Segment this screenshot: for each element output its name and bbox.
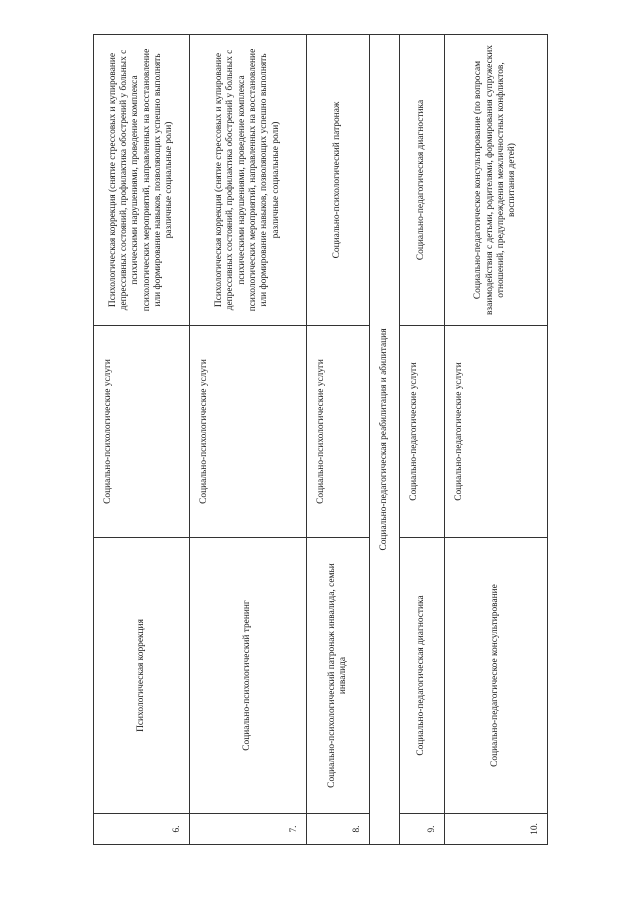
- row-name: Социально-психологический тренинг: [190, 538, 307, 814]
- row-name: Социально-психологический патронаж инвалида, семьи инвалида: [307, 538, 370, 814]
- row-number: 9.: [400, 814, 445, 845]
- row-description: Социально-педагогическая диагностика: [400, 35, 445, 326]
- row-number: 6.: [94, 814, 190, 845]
- row-name: Социально-педагогическое консультирование: [445, 538, 548, 814]
- section-row: [370, 35, 400, 845]
- table-row: [307, 35, 370, 845]
- row-service-type: Социально-психологические услуги: [190, 326, 307, 538]
- row-name: Социально-педагогическая диагностика: [400, 538, 445, 814]
- table-row: [94, 35, 190, 845]
- row-service-type: Социально-психологические услуги: [307, 326, 370, 538]
- services-table: [93, 34, 548, 845]
- table-row: [400, 35, 445, 845]
- row-number: 7.: [190, 814, 307, 845]
- row-description: Социально-психологический патронаж: [307, 35, 370, 326]
- row-description: Психологическая коррекция (снятие стрессовых и купирование депрессивных состояний, профилактика обострений у больных с психическими нарушениями, проведение комплекса психологических мероприятий, направленных на восстановление или формирование навыков, позволяющих успешно выполнять различные социальные роли): [94, 35, 190, 326]
- table-row: [445, 35, 548, 845]
- row-number: 8.: [307, 814, 370, 845]
- section-title: Социально-педагогическая реабилитация и абилитация: [370, 35, 400, 845]
- row-service-type: Социально-педагогические услуги: [445, 326, 548, 538]
- row-description: Психологическая коррекция (снятие стрессовых и купирование депрессивных состояний, профилактика обострений у больных с психическими нарушениями, проведение комплекса психологических мероприятий, направленных на восстановление или формирование навыков, позволяющих успешно выполнять различные социальные роли): [190, 35, 307, 326]
- row-number: 10.: [445, 814, 548, 845]
- rotated-table-container: [93, 35, 547, 845]
- table-row: [190, 35, 307, 845]
- row-service-type: Социально-психологические услуги: [94, 326, 190, 538]
- row-name: Психологическая коррекция: [94, 538, 190, 814]
- row-description: Социально-педагогическое консультирование (по вопросам взаимодействия с детьми, родителями, формирования супружеских отношений, предупреждения межличностных конфликтов, воспитания детей): [445, 35, 548, 326]
- row-service-type: Социально-педагогические услуги: [400, 326, 445, 538]
